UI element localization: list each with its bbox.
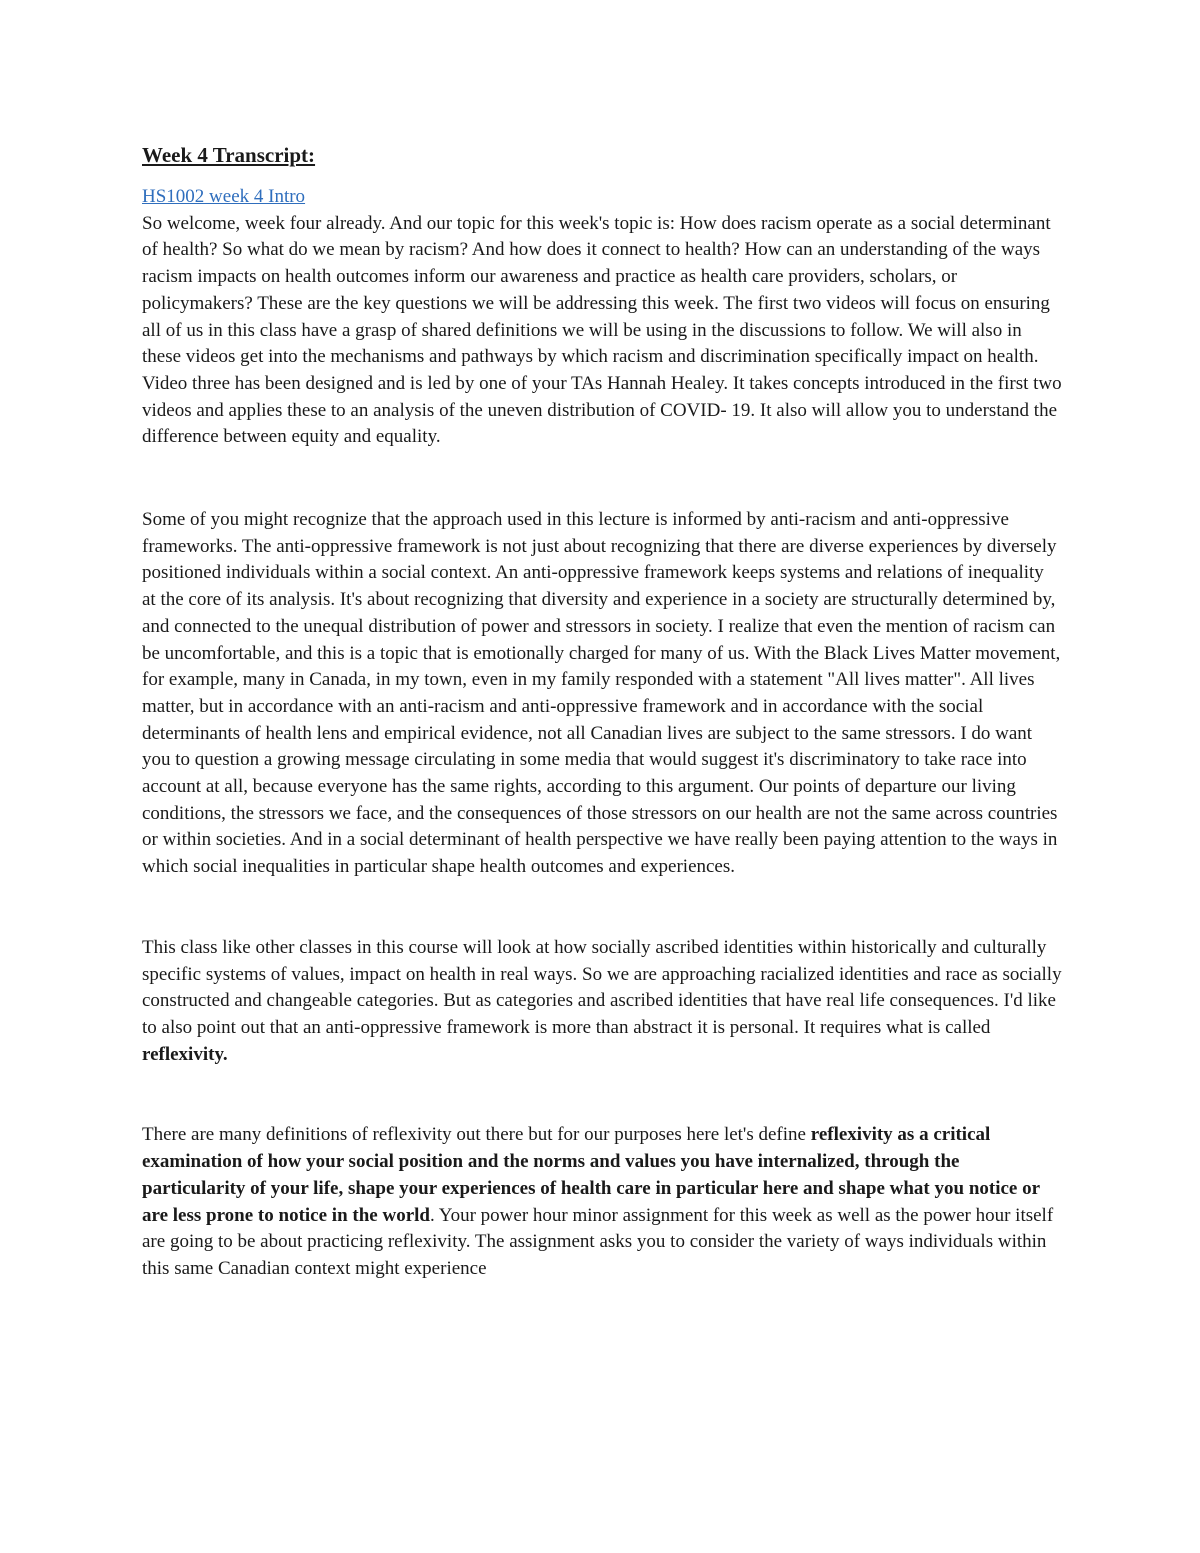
paragraph-anti-oppressive: Some of you might recognize that the approach used in this lecture is informed by anti-racism and anti-oppressive frameworks. The anti-oppressive framework is not just about recognizing that there are diverse experiences by diversely positioned individuals within a social context. An anti-oppressive framework keeps systems and relations of inequality at the core of its analysis. It's about recognizing that diversity and experience in a society are structurally determined by, and connected to the unequal distribution of power and stressors in society. I realize that even the mention of racism can be uncomfortable, and this is a topic that is emotionally charged for many of us. With the Black Lives Matter movement, for example, many in Canada, in my town, even in my family responded with a statement "All lives matter". All lives matter, but in accordance with an anti-racism and anti-oppressive framework and in accordance with the social determinants of health lens and empirical evidence, not all Canadian lives are subject to the same stressors. I do want you to question a growing message circulating in some media that would suggest it's discriminatory to take race into account at all, because everyone has the same rights, according to this argument. Our points of departure our living conditions, the stressors we face, and the consequences of those stressors on our health are not the same across countries or within societies. And in a social determinant of health perspective we have really been paying attention to the ways in which social inequalities in particular shape health outcomes and experiences. [142, 509, 1061, 878]
video-link[interactable]: HS1002 week 4 Intro [142, 186, 306, 207]
paragraph-identities-text: This class like other classes in this course will look at how socially ascribed identities within historically and culturally specific systems of values, impact on health in real ways. So we are approaching racialized identities and race as socially constructed and changeable categories. But as categories and ascribed identities that have real life consequences. I'd like to also point out that an anti-oppressive framework is more than abstract it is personal. It requires what is called [142, 936, 1062, 1038]
definition-intro: There are many definitions of reflexivity out there but for our purposes here let's define [142, 1124, 811, 1146]
reflexivity-term: reflexivity. [142, 1043, 228, 1065]
definition-bold: reflexivity as a critical examination of how your social position and the norms and values you have internalized, through the particularity of your life, shape your experiences of health care in particular here and shape what you notice or are less prone to notice in the world [142, 1124, 1040, 1226]
document-body [142, 140, 1062, 1283]
paragraph-intro: So welcome, week four already. And our topic for this week's topic is: How does racism operate as a social determinant of health? So what do we mean by racism? And how does it connect to health? How can an understanding of the ways racism impacts on health outcomes inform our awareness and practice as health care providers, scholars, or policymakers? These are the key questions we will be addressing this week. The first two videos will focus on ensuring all of us in this class have a grasp of shared definitions we will be using in the discussions to follow. We will also in these videos get into the mechanisms and pathways by which racism and discrimination specifically impact on health. Video three has been designed and is led by one of your TAs Hannah Healey. It takes concepts introduced in the first two videos and applies these to an analysis of the uneven distribution of COVID- 19. It also will allow you to understand the difference between equity and equality. [142, 212, 1062, 448]
paragraph-spacer [142, 1068, 1062, 1122]
paragraph-spacer [142, 881, 1062, 935]
paragraph-spacer [142, 451, 1062, 507]
paragraph-identities [142, 935, 1062, 1069]
page-title: Week 4 Transcript: [142, 143, 316, 167]
paragraph-reflexivity-definition [142, 1122, 1062, 1282]
definition-rest: . Your power hour minor assignment for this week as well as the power hour itself are going to be about practicing reflexivity. The assignment asks you to consider the variety of ways individuals within this same Canadian context might experience [142, 1204, 1054, 1279]
